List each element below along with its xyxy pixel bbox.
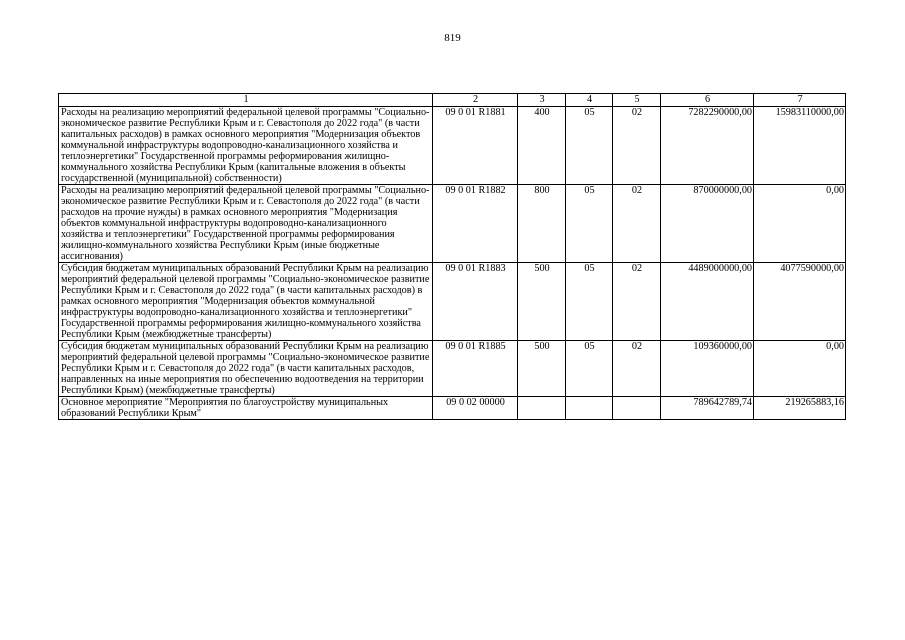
row-col-4: 05 <box>566 107 613 185</box>
header-col-2: 2 <box>433 94 518 107</box>
row-col-4: 05 <box>566 185 613 263</box>
table-row <box>59 185 846 263</box>
row-value-7: 0,00 <box>754 341 846 397</box>
table-row <box>59 263 846 341</box>
page-number: 819 <box>444 32 461 44</box>
budget-table <box>58 93 846 420</box>
row-name: Расходы на реализацию мероприятий федеральной целевой программы "Социально-экономическое развитие Республики Крым и г. Севастополя до 2022 года" (в части расходов на прочие нужды) в рамках основного мероприятия "Модернизация объектов коммунальной инфраструктуры водопроводно-канализационного хозяйства и теплоэнергетики" Государственной программы реформирования жилищно-коммунального хозяйства Республики Крым (иные бюджетные ассигнования) <box>59 185 433 263</box>
table-row <box>59 397 846 420</box>
row-value-6: 789642789,74 <box>661 397 754 420</box>
row-col-3: 400 <box>518 107 566 185</box>
table-body <box>59 107 846 420</box>
row-col-3: 500 <box>518 341 566 397</box>
row-value-7: 0,00 <box>754 185 846 263</box>
row-col-3 <box>518 397 566 420</box>
row-col-3: 500 <box>518 263 566 341</box>
header-col-5: 5 <box>613 94 661 107</box>
row-value-6: 109360000,00 <box>661 341 754 397</box>
row-name: Субсидия бюджетам муниципальных образований Республики Крым на реализацию мероприятий федеральной целевой программы "Социально-экономическое развитие Республики Крым и г. Севастополя до 2022 года" (в части капитальных расходов) в рамках основного мероприятия "Модернизация объектов коммунальной инфраструктуры водопроводно-канализационного хозяйства и теплоэнергетики" Государственной программы реформирования жилищно-коммунального хозяйства Республики Крым (межбюджетные трансферты) <box>59 263 433 341</box>
row-value-7: 219265883,16 <box>754 397 846 420</box>
header-col-7: 7 <box>754 94 846 107</box>
row-code: 09 0 02 00000 <box>433 397 518 420</box>
row-name: Основное мероприятие "Мероприятия по благоустройству муниципальных образований Республики Крым" <box>59 397 433 420</box>
row-value-6: 870000000,00 <box>661 185 754 263</box>
row-col-4: 05 <box>566 341 613 397</box>
row-code: 09 0 01 R1885 <box>433 341 518 397</box>
row-col-5 <box>613 397 661 420</box>
table-row <box>59 341 846 397</box>
row-col-5: 02 <box>613 185 661 263</box>
row-code: 09 0 01 R1881 <box>433 107 518 185</box>
row-code: 09 0 01 R1882 <box>433 185 518 263</box>
row-value-7: 15983110000,00 <box>754 107 846 185</box>
table-row <box>59 107 846 185</box>
header-col-1: 1 <box>59 94 433 107</box>
header-col-4: 4 <box>566 94 613 107</box>
row-value-6: 7282290000,00 <box>661 107 754 185</box>
row-col-5: 02 <box>613 263 661 341</box>
row-value-6: 4489000000,00 <box>661 263 754 341</box>
row-code: 09 0 01 R1883 <box>433 263 518 341</box>
row-col-4: 05 <box>566 263 613 341</box>
row-col-4 <box>566 397 613 420</box>
header-col-3: 3 <box>518 94 566 107</box>
header-col-6: 6 <box>661 94 754 107</box>
table-header <box>59 94 846 107</box>
row-name: Субсидия бюджетам муниципальных образований Республики Крым на реализацию мероприятий федеральной целевой программы "Социально-экономическое развитие Республики Крым и г. Севастополя до 2022 года" (в части капитальных расходов, направленных на иные мероприятия по обеспечению водоотведения на территории Республики Крым) (межбюджетные трансферты) <box>59 341 433 397</box>
row-col-5: 02 <box>613 341 661 397</box>
row-value-7: 4077590000,00 <box>754 263 846 341</box>
row-col-3: 800 <box>518 185 566 263</box>
row-name: Расходы на реализацию мероприятий федеральной целевой программы "Социально-экономическое развитие Республики Крым и г. Севастополя до 2022 года" (в части капитальных расходов) в рамках основного мероприятия "Модернизация объектов коммунальной инфраструктуры водопроводно-канализационного хозяйства и теплоэнергетики" Государственной программы реформирования жилищно-коммунального хозяйства Республики Крым (капитальные вложения в объекты государственной (муниципальной) собственности) <box>59 107 433 185</box>
header-row <box>59 94 846 107</box>
row-col-5: 02 <box>613 107 661 185</box>
